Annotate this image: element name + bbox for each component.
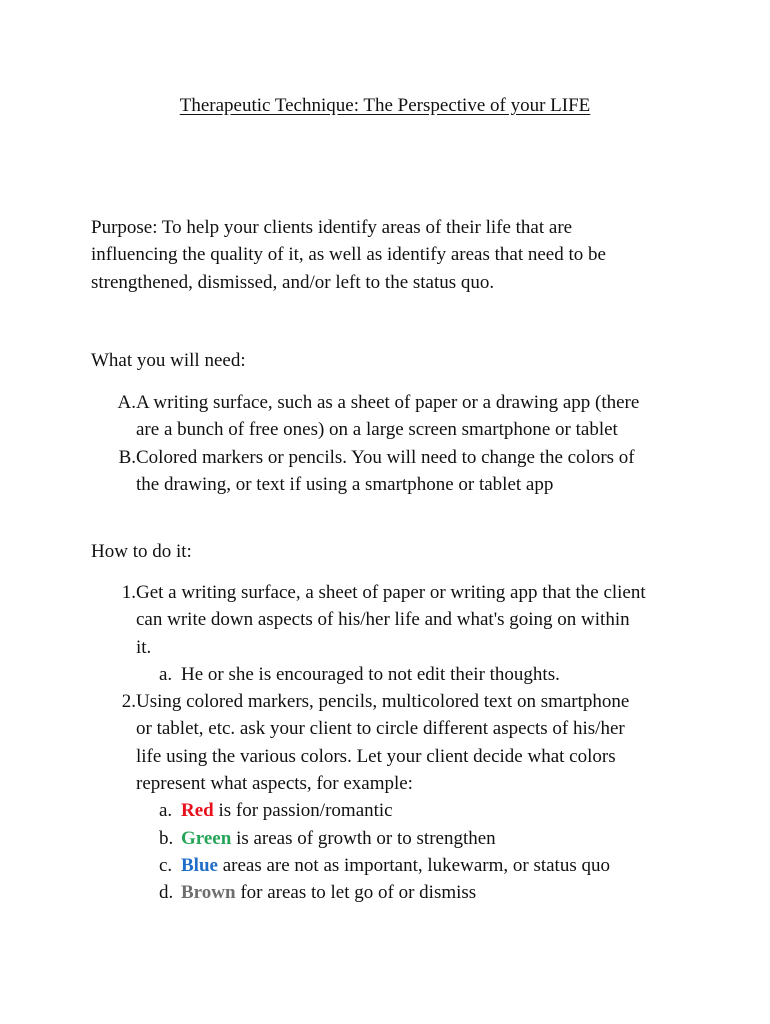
- need-item-b: [91, 444, 691, 499]
- step-line: can write down aspects of his/her life and what's going on within: [136, 609, 630, 631]
- color-item-text: for areas to let go of or dismiss: [235, 882, 477, 904]
- need-item-line: the drawing, or text if using a smartphone or tablet app: [136, 473, 554, 495]
- color-word-brown: Brown: [181, 882, 236, 904]
- list-marker: a.: [159, 663, 173, 685]
- list-marker: d.: [159, 882, 174, 904]
- step-2: [91, 688, 691, 797]
- need-item-line: A writing surface, such as a sheet of paper or a drawing app (there: [136, 392, 640, 413]
- purpose-paragraph: [91, 214, 691, 296]
- need-heading: What you will need:: [91, 350, 246, 371]
- step-line: life using the various colors. Let your client decide what colors: [136, 745, 616, 767]
- sub-item-text: He or she is encouraged to not edit their thoughts.: [181, 663, 560, 685]
- list-marker: 2.: [121, 691, 136, 713]
- list-marker: b.: [159, 827, 174, 849]
- list-marker: a.: [159, 800, 173, 822]
- step-line: represent what aspects, for example:: [136, 773, 413, 795]
- color-item-red: [159, 797, 691, 824]
- list-marker: B.: [118, 446, 136, 468]
- need-item-a: [91, 389, 691, 444]
- color-word-blue: Blue: [181, 854, 218, 876]
- purpose-line: Purpose: To help your clients identify areas of their life that are: [91, 217, 573, 238]
- howto-heading: How to do it:: [91, 541, 192, 562]
- color-item-text: is areas of growth or to strengthen: [231, 827, 496, 849]
- purpose-line: strengthened, dismissed, and/or left to the status quo.: [91, 271, 495, 293]
- list-marker: 1.: [121, 582, 136, 603]
- step-line: Get a writing surface, a sheet of paper or writing app that the client: [136, 582, 646, 603]
- color-item-brown: [159, 879, 691, 906]
- color-word-red: Red: [181, 800, 214, 822]
- color-item-blue: [159, 852, 691, 879]
- color-item-green: [159, 825, 691, 852]
- list-marker: A.: [117, 392, 136, 413]
- need-list: [91, 389, 691, 498]
- step-line: it.: [136, 636, 152, 658]
- color-item-text: is for passion/romantic: [213, 800, 393, 822]
- step-line: Using colored markers, pencils, multicolored text on smartphone: [136, 691, 630, 713]
- color-item-text: areas are not as important, lukewarm, or status quo: [217, 854, 610, 876]
- step-1: [91, 579, 691, 661]
- color-word-green: Green: [181, 827, 232, 849]
- need-item-line: are a bunch of free ones) on a large screen smartphone or tablet: [136, 419, 618, 441]
- need-item-line: Colored markers or pencils. You will need to change the colors of: [136, 446, 635, 468]
- step-1-sub-a: [159, 661, 691, 688]
- purpose-line: influencing the quality of it, as well as identify areas that need to be: [91, 244, 606, 266]
- howto-list: [91, 579, 691, 907]
- step-line: or tablet, etc. ask your client to circle different aspects of his/her: [136, 718, 625, 740]
- document-title: Therapeutic Technique: The Perspective of your LIFE: [179, 95, 591, 116]
- list-marker: c.: [159, 854, 173, 876]
